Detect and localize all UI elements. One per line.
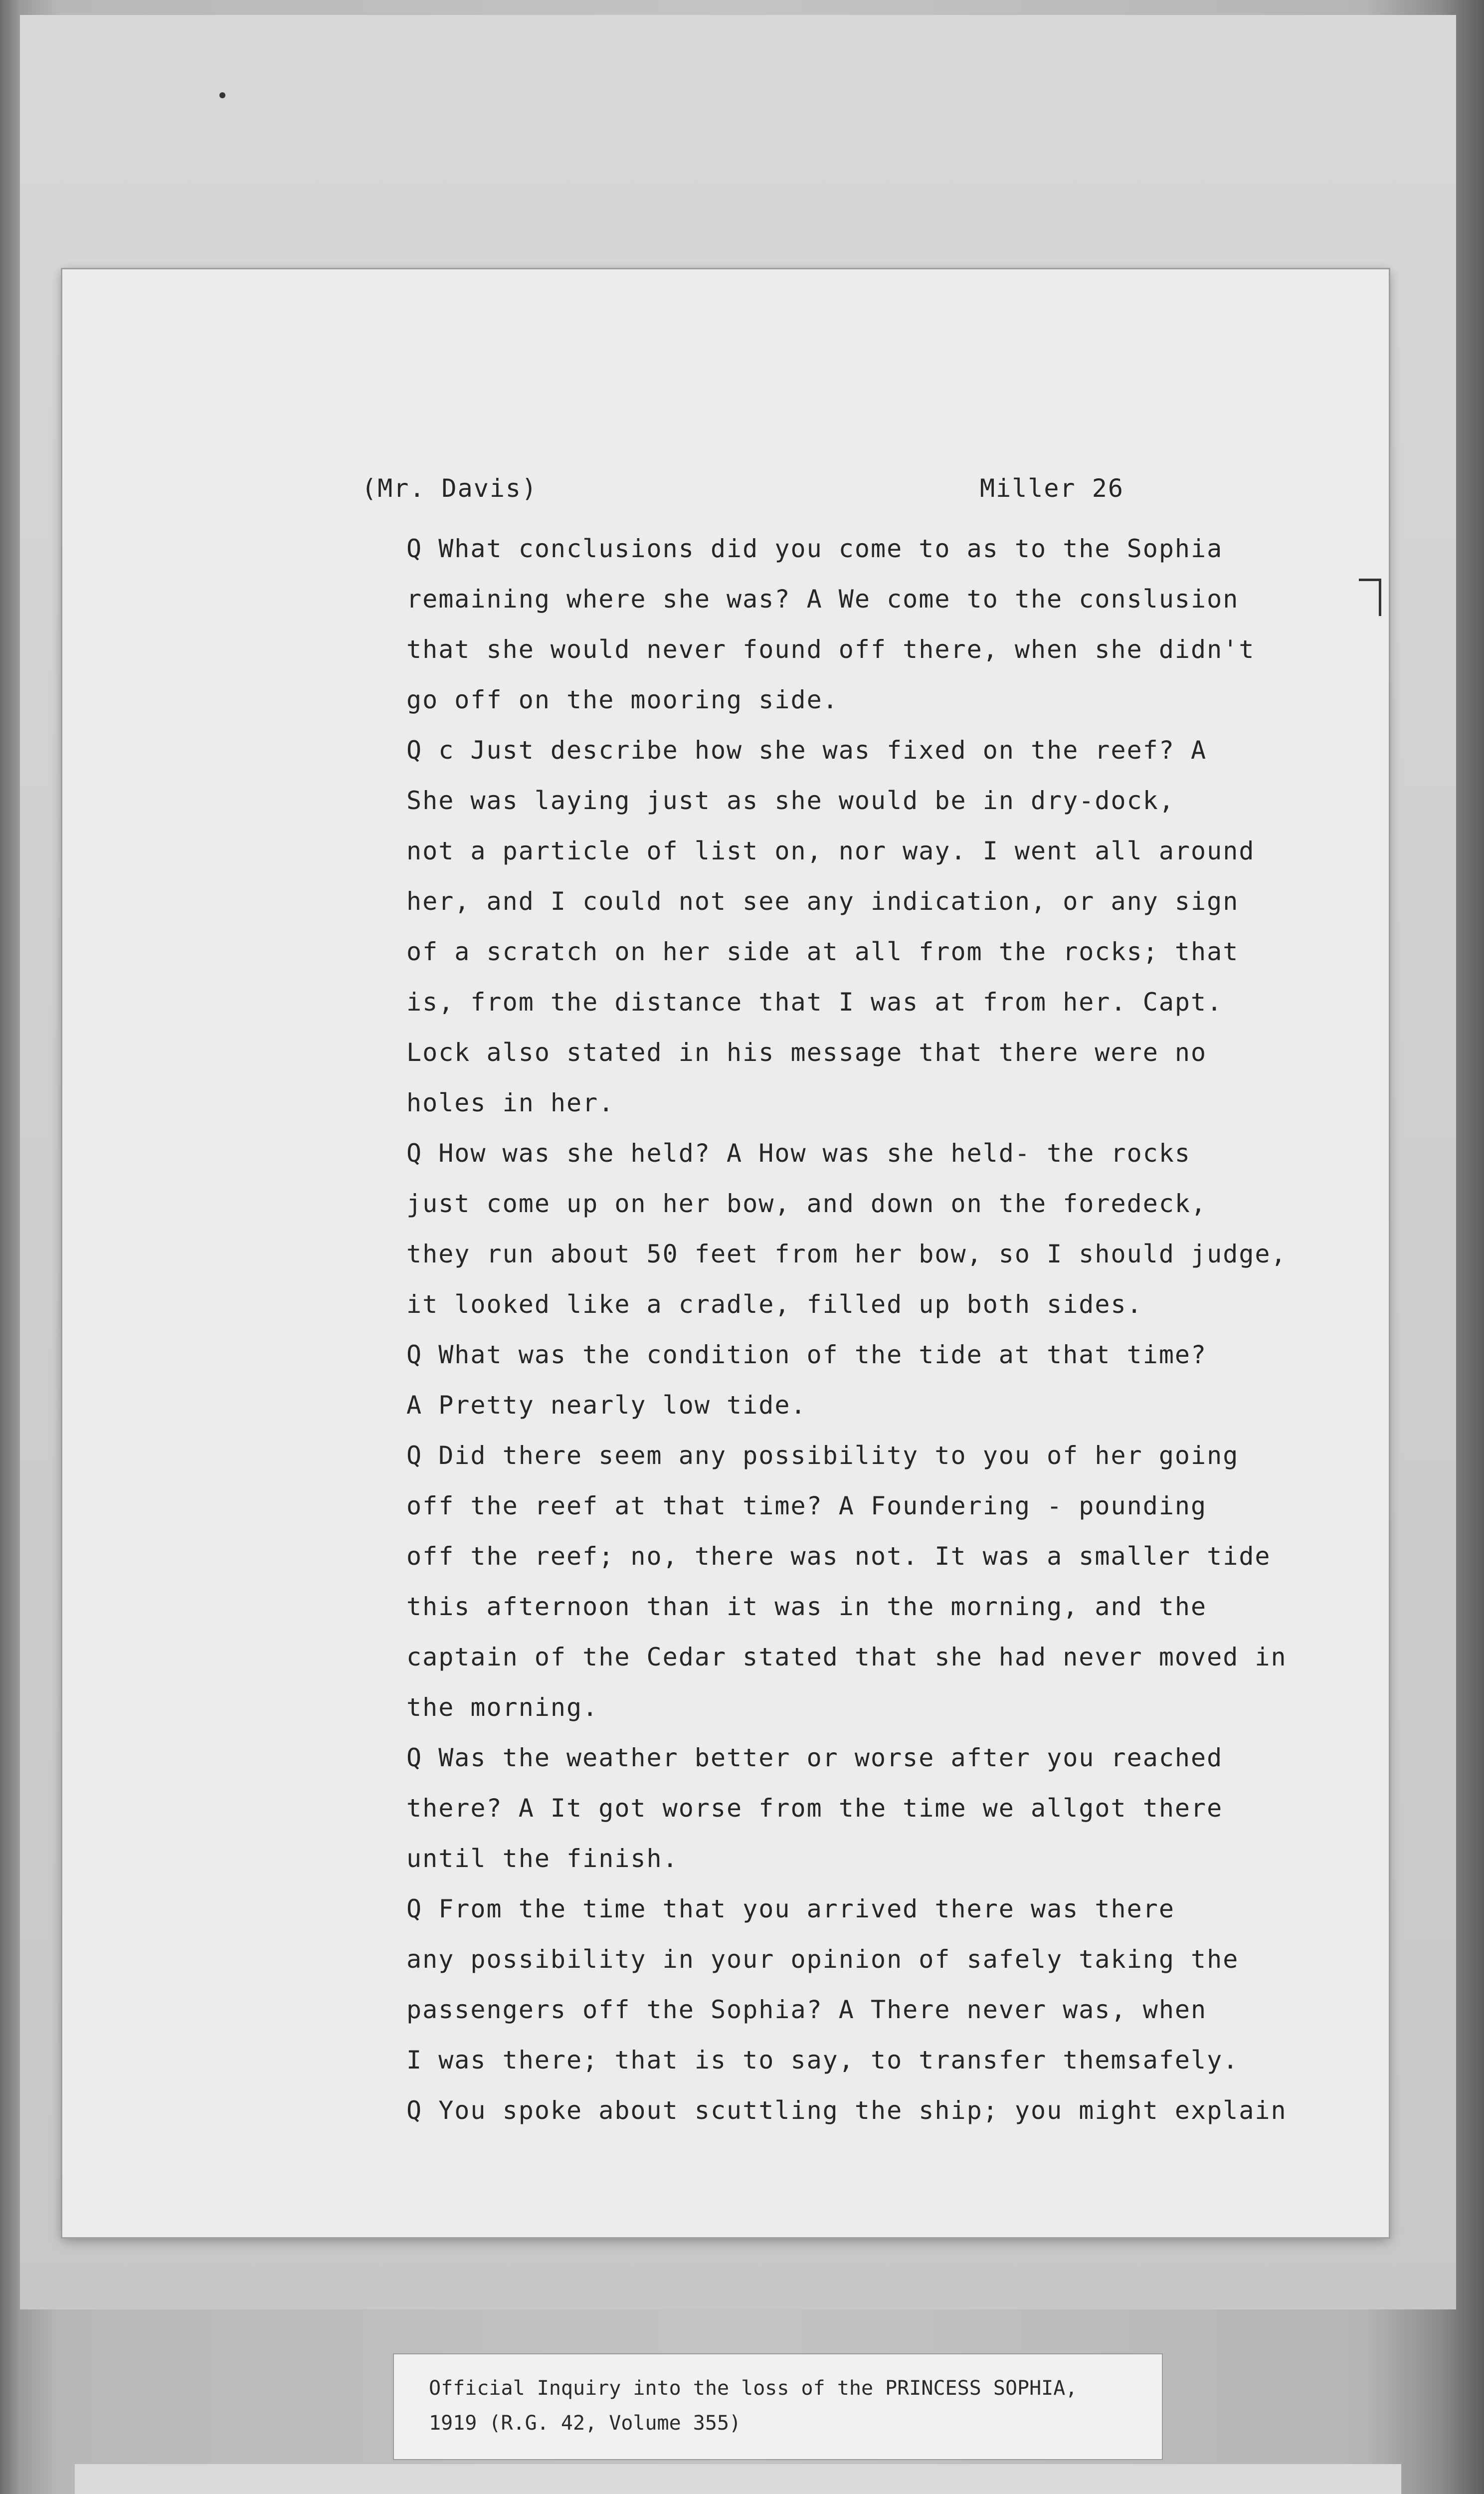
catalogue-label-reference: 1919 (R.G. 42, Volume 355) (429, 2412, 742, 2435)
transcript-line: She was laying just as she would be in dry-dock, (406, 786, 1175, 815)
transcript-line: this afternoon than it was in the morning, and the (406, 1592, 1207, 1621)
header-page-ref: Miller 26 (980, 474, 1124, 503)
transcript-line: Q What conclusions did you come to as to the Sophia (406, 534, 1223, 563)
transcript-line: off the reef; no, there was not. It was a smaller tide (406, 1542, 1271, 1571)
transcript-line: there? A It got worse from the time we allgot there (406, 1794, 1223, 1823)
transcript-line: A Pretty nearly low tide. (406, 1391, 807, 1420)
transcript-body (406, 524, 1287, 2136)
transcript-line: her, and I could not see any indication, or any sign (406, 887, 1239, 916)
transcript-line: until the finish. (406, 1844, 679, 1873)
transcript-line: that she would never found off there, when she didn't (406, 635, 1255, 664)
transcript-line: go off on the mooring side. (406, 685, 839, 714)
typed-page (62, 269, 1389, 2237)
transcript-line: Q You spoke about scuttling the ship; you might explain (406, 2096, 1287, 2125)
dust-speck (219, 92, 225, 98)
transcript-line: Q From the time that you arrived there was there (406, 1894, 1175, 1923)
transcript-line: Lock also stated in his message that there were no (406, 1038, 1207, 1067)
catalogue-label-title: Official Inquiry into the loss of the PRINCESS SOPHIA, (429, 2377, 1078, 2400)
transcript-line: Q How was she held? A How was she held- the rocks (406, 1139, 1191, 1168)
transcript-line: it looked like a cradle, filled up both sides. (406, 1290, 1143, 1319)
transcript-line: they run about 50 feet from her bow, so I should judge, (406, 1240, 1287, 1268)
transcript-line: just come up on her bow, and down on the foredeck, (406, 1189, 1207, 1218)
transcript-line: passengers off the Sophia? A There never was, when (406, 1995, 1207, 2024)
transcript-line: Q What was the condition of the tide at that time? (406, 1340, 1207, 1369)
transcript-line: any possibility in your opinion of safely taking the (406, 1945, 1239, 1974)
transcript-line: Q Did there seem any possibility to you of her going (406, 1441, 1239, 1470)
transcript-line: Q c Just describe how she was fixed on the reef? A (406, 736, 1207, 765)
transcript-line: of a scratch on her side at all from the rocks; that (406, 937, 1239, 966)
catalogue-label (394, 2354, 1162, 2459)
transcript-line: off the reef at that time? A Foundering - pounding (406, 1491, 1207, 1520)
transcript-line: not a particle of list on, nor way. I went all around (406, 836, 1255, 865)
margin-mark (1359, 579, 1381, 616)
transcript-line: I was there; that is to say, to transfer themsafely. (406, 2046, 1239, 2075)
transcript-line: remaining where she was? A We come to the conslusion (406, 585, 1239, 614)
transcript-line: captain of the Cedar stated that she had never moved in (406, 1643, 1287, 1671)
transcript-line: Q Was the weather better or worse after you reached (406, 1743, 1223, 1772)
transcript-line: is, from the distance that I was at from her. Capt. (406, 988, 1223, 1017)
header-speaker: (Mr. Davis) (362, 474, 538, 503)
archive-stamp (75, 2464, 1401, 2494)
transcript-line: holes in her. (406, 1088, 615, 1117)
transcript-line: the morning. (406, 1693, 599, 1722)
